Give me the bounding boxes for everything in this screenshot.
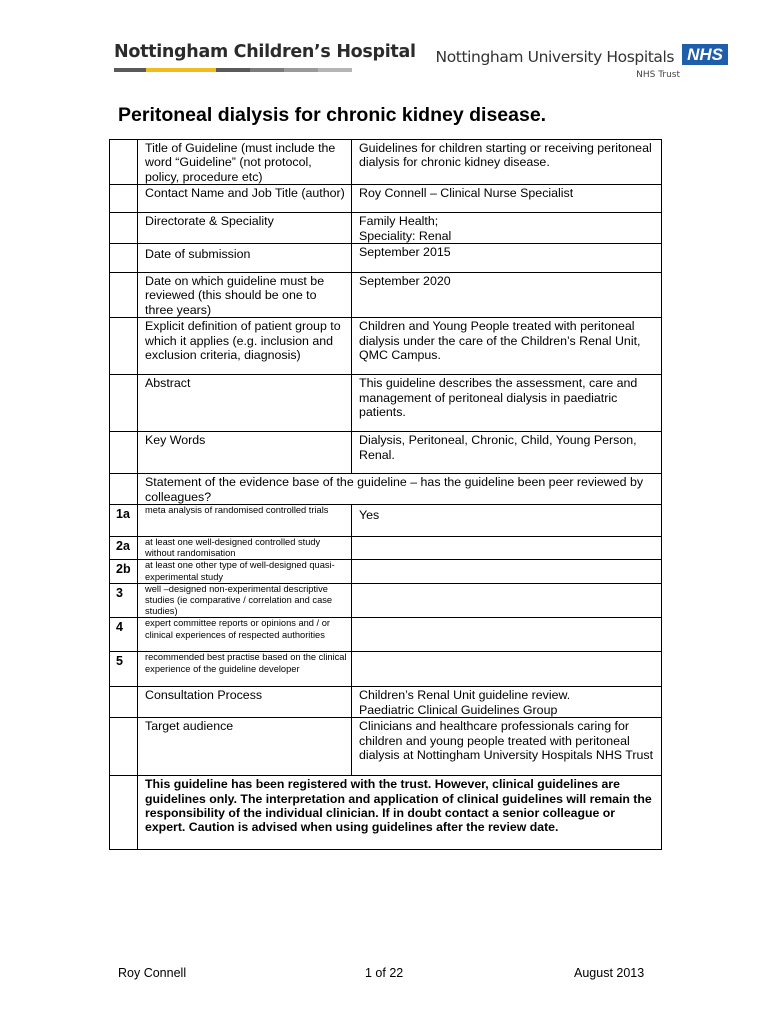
table-row [110, 432, 662, 474]
row-number-cell [110, 273, 138, 318]
evidence-description: meta analysis of randomised controlled trials [138, 505, 352, 537]
table-row [110, 140, 662, 185]
row-number-cell [110, 687, 138, 718]
row-number-cell [110, 375, 138, 432]
row-label: Contact Name and Job Title (author) [138, 185, 352, 213]
row-number-cell [110, 776, 138, 850]
table-row [110, 375, 662, 432]
evidence-value [352, 618, 662, 652]
footer-page-number: 1 of 22 [365, 966, 404, 980]
evidence-description: at least one other type of well-designed quasi-experimental study [138, 560, 352, 583]
consultation-row [110, 687, 662, 718]
evidence-code: 5 [110, 652, 138, 687]
evidence-value [352, 560, 662, 583]
row-number-cell [110, 432, 138, 474]
row-label: Explicit definition of patient group to which it applies (e.g. inclusion and exclusion criteria, diagnosis) [138, 318, 352, 375]
row-label: Abstract [138, 375, 352, 432]
nhs-trust-label: NHS Trust [636, 70, 680, 80]
table-row [110, 244, 662, 273]
disclaimer: This guideline has been registered with the trust. However, clinical guidelines are guidelines only. The interpretation and application of clinical guidelines will remain the responsibility of the individual clinician. If in doubt contact a senior colleague or expert. Caution is advised when using guidelines after the review date. [138, 776, 662, 850]
trust-name: Nottingham University Hospitals [435, 48, 675, 66]
evidence-description: recommended best practise based on the clinical experience of the guideline developer [138, 652, 352, 687]
table-row [110, 318, 662, 375]
row-value: Roy Connell – Clinical Nurse Specialist [352, 185, 662, 213]
evidence-description: at least one well-designed controlled study without randomisation [138, 537, 352, 560]
row-number-cell [110, 718, 138, 776]
evidence-level-row [110, 618, 662, 652]
row-value: Clinicians and healthcare professionals caring for children and young people treated with peritoneal dialysis at Nottingham University Hospitals NHS Trust [352, 718, 662, 776]
footer-author: Roy Connell [118, 966, 187, 980]
hospital-name: Nottingham Children’s Hospital [114, 42, 416, 62]
row-label: Consultation Process [138, 687, 352, 718]
row-label: Date of submission [138, 244, 352, 273]
row-value: Children and Young People treated with peritoneal dialysis under the care of the Children’s Renal Unit, QMC Campus. [352, 318, 662, 375]
evidence-level-row [110, 583, 662, 618]
evidence-statement: Statement of the evidence base of the guideline – has the guideline been peer reviewed by colleagues? [138, 474, 662, 505]
audience-row [110, 718, 662, 776]
row-number-cell [110, 185, 138, 213]
page-title: Peritoneal dialysis for chronic kidney disease. [118, 104, 547, 126]
evidence-code: 2a [110, 537, 138, 560]
row-label: Key Words [138, 432, 352, 474]
row-number-cell [110, 213, 138, 244]
evidence-code: 3 [110, 583, 138, 618]
evidence-description: expert committee reports or opinions and / or clinical experiences of respected authorities [138, 618, 352, 652]
color-bar-segment [318, 68, 352, 72]
evidence-level-row [110, 560, 662, 583]
evidence-value [352, 537, 662, 560]
color-bar-segment [250, 68, 284, 72]
color-bar-segment [114, 68, 146, 72]
row-label: Directorate & Speciality [138, 213, 352, 244]
row-label: Target audience [138, 718, 352, 776]
footer-date: August 2013 [574, 966, 645, 980]
guideline-table [109, 139, 662, 850]
row-value: Dialysis, Peritoneal, Chronic, Child, Young Person, Renal. [352, 432, 662, 474]
nhs-logo: NHS [682, 44, 728, 65]
row-value: Children’s Renal Unit guideline review. Paediatric Clinical Guidelines Group [352, 687, 662, 718]
row-value: September 2020 [352, 273, 662, 318]
table-row [110, 185, 662, 213]
disclaimer-row [110, 776, 662, 850]
row-value: September 2015 [352, 244, 662, 273]
row-label: Title of Guideline (must include the word “Guideline” (not protocol, policy, procedure etc) [138, 140, 352, 185]
table-row [110, 213, 662, 244]
evidence-description: well –designed non-experimental descriptive studies (ie comparative / correlation and case studies) [138, 583, 352, 618]
trust-logo [436, 44, 729, 66]
color-bar-segment [284, 68, 318, 72]
evidence-value [352, 652, 662, 687]
row-value: Family Health; Speciality: Renal [352, 213, 662, 244]
row-number-cell [110, 318, 138, 375]
evidence-level-row [110, 537, 662, 560]
row-label: Date on which guideline must be reviewed (this should be one to three years) [138, 273, 352, 318]
color-bar [114, 68, 352, 72]
evidence-level-row [110, 652, 662, 687]
evidence-statement-row [110, 474, 662, 505]
color-bar-segment [146, 68, 216, 72]
evidence-value [352, 583, 662, 618]
evidence-level-row [110, 505, 662, 537]
row-number-cell [110, 140, 138, 185]
evidence-code: 2b [110, 560, 138, 583]
row-value: Guidelines for children starting or receiving peritoneal dialysis for chronic kidney disease. [352, 140, 662, 185]
row-number-cell [110, 474, 138, 505]
table-row [110, 273, 662, 318]
hospital-header [114, 42, 416, 72]
evidence-code: 4 [110, 618, 138, 652]
evidence-code: 1a [110, 505, 138, 537]
evidence-value: Yes [352, 505, 662, 537]
row-value: This guideline describes the assessment, care and management of peritoneal dialysis in paediatric patients. [352, 375, 662, 432]
row-number-cell [110, 244, 138, 273]
color-bar-segment [216, 68, 250, 72]
